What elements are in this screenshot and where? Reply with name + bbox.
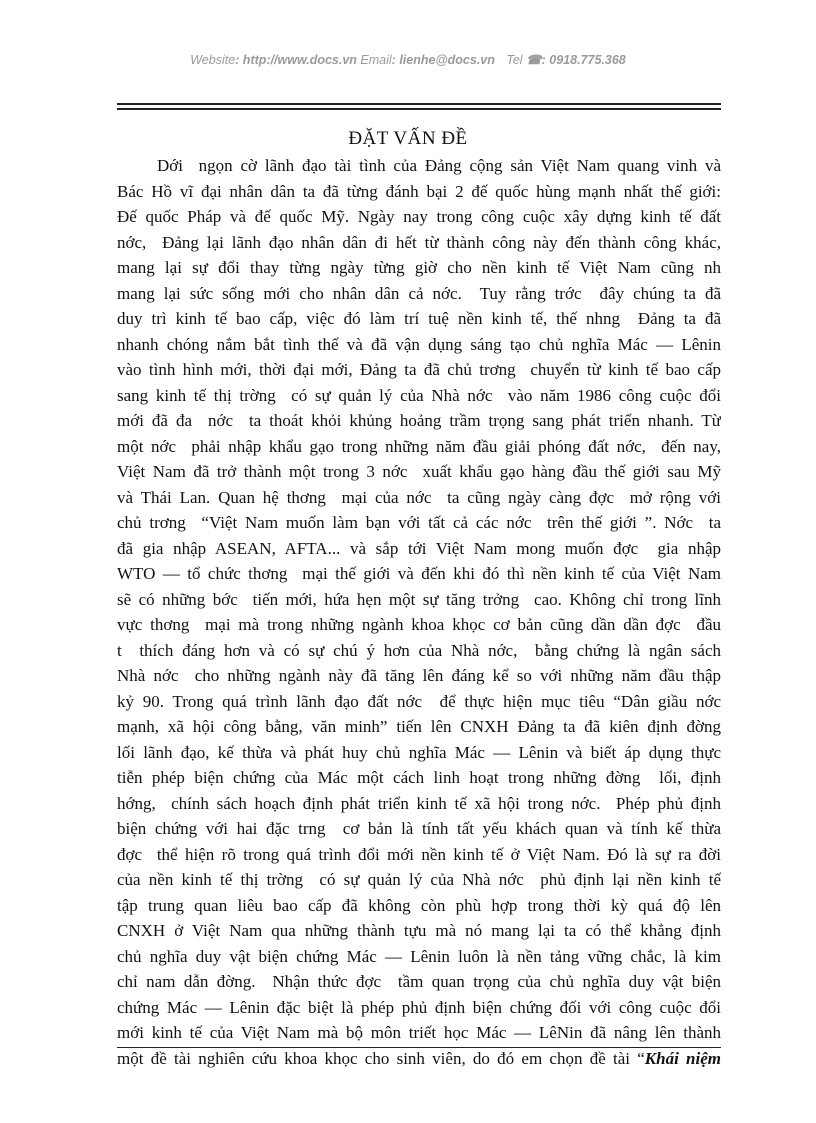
text-line: duy trì kinh tế bao cấp, việc đó làm trí tuệ nền kinh tế, thế nhng Đảng ta đã [117,309,721,328]
topic-title-emphasis: Khái niệm [644,1048,721,1068]
text-line: tiễn phép biện chứng của Mác một cách linh hoạt trong những đờng lối, định [117,768,721,787]
text-line: WTO — tổ chức thơng mại thế giới và đến khi đó thì nền kinh tế của Việt Nam [117,564,721,583]
text-line: một nớc phải nhập khẩu gạo trong những năm đầu giải phóng đất nớc, đến nay, [117,436,721,456]
text-line: chỉ nam dẫn đờng. Nhận thức đợc tầm quan trọng của chủ nghĩa duy vật biện [117,972,721,991]
footer-divider [117,1047,721,1048]
text-line: hớng, chính sách hoạch định phát triển kinh tế xã hội trong nớc. Phép phủ định [117,793,721,813]
text-line: lối lãnh đạo, kế thừa và phát huy chủ nghĩa Mác — Lênin và biết áp dụng thực [117,742,721,762]
tel-label: Tel [506,53,523,67]
last-line-text: một đề tài nghiên cứu khoa khọc cho sinh viên, do đó em chọn đề tài “ [117,1048,645,1068]
text-line: tập trung quan liêu bao cấp đã không còn phù hợp trong thời kỳ quá độ lên [117,895,721,915]
header-divider-bottom [117,108,721,110]
text-line: vào tình hình mới, thời đại mới, Đảng ta đã chủ trơng chuyển từ kinh tế bao cấp [117,360,721,379]
text-line-last [117,1046,721,1072]
text-line: và Thái Lan. Quan hệ thơng mại của nớc ta cũng ngày càng đợc mở rộng với [117,487,721,507]
text-line: mới đã đa nớc ta thoát khỏi khủng hoảng trầm trọng sang phát triển nhanh. Từ [117,411,721,430]
text-line: mạnh, xã hội công bằng, văn minh” tiến lên CNXH Đảng ta đã kiên định đờng [117,717,721,736]
website-label: Website [190,53,236,67]
text-line: nớc, Đảng lại lãnh đạo nhân dân đi hết từ thành công này đến thành công khác, [117,232,721,252]
body-text [117,153,721,1071]
text-line: Nhà nớc cho những ngành này đã tăng lên đáng kể so với những năm đầu thập [117,666,721,685]
text-line: chủ nghĩa duy vật biện chứng Mác — Lênin luôn là nền tảng vững chắc, là kim [117,946,721,966]
page-header [0,52,816,67]
text-line: của nền kinh tế thị trờng có sự quản lý của Nhà nớc phủ định lại nền kinh tế [117,870,721,889]
email-label: Email [360,53,392,67]
phone-icon: ☎ [526,53,542,67]
text-line: Việt Nam đã trở thành một trong 3 nớc xuất khẩu gạo hàng đầu thế giới sau Mỹ [117,462,721,481]
text-line: chủ trơng “Việt Nam muốn làm bạn với tất cả các nớc trên thế giới ”. Nớc ta [117,513,721,532]
text-line: Bác Hồ vĩ đại nhân dân ta đã từng đánh bại 2 đế quốc hùng mạnh nhất thế giới: [117,181,721,201]
text-line: sang kinh tế thị trờng có sự quản lý của Nhà nớc vào năm 1986 công cuộc đổi [117,385,721,405]
text-line: chứng Mác — Lênin đặc biệt là phép phủ định biện chứng đối với công cuộc đổi [117,997,721,1017]
text-line: mới kinh tế của Việt Nam mà bộ môn triết học Mác — LêNin đã nâng lên thành [117,1023,721,1042]
text-line: CNXH ở Việt Nam qua những thành tựu mà nó mang lại ta có thể khẳng định [117,921,721,940]
text-line: kỷ 90. Trong quá trình lãnh đạo đất nớc để thực hiện mục tiêu “Dân giầu nớc [117,691,721,711]
phone-number: : 0918.775.368 [541,53,626,67]
text-line: đã gia nhập ASEAN, AFTA... và sắp tới Việt Nam mong muốn đợc gia nhập [117,538,721,558]
text-line: sẽ có những bớc tiến mới, hứa hẹn một sự tăng trởng cao. Không chỉ trong lĩnh [117,589,721,609]
header-divider-top [117,103,721,105]
text-line: biện chứng với hai đặc trng cơ bản là tính tất yếu khách quan và tính kế thừa [117,819,721,838]
text-line: đợc thể hiện rõ trong quá trình đổi mới nền kinh tế ở Việt Nam. Đó là sự ra đời [117,844,721,864]
text-line: nhanh chóng nắm bắt tình thế và đã vận dụng sáng tạo chủ nghĩa Mác — Lênin [117,334,721,354]
text-line: Dới ngọn cờ lãnh đạo tài tình của Đảng cộng sản Việt Nam quang vinh và [157,156,721,175]
website-url[interactable]: : http://www.docs.vn [235,53,357,67]
page-title: ĐẶT VẤN ĐỀ [348,128,468,149]
text-line: vực thơng mại mà trong những ngành khoa khọc cơ bản cũng dần dần đợc đầu [117,615,721,634]
text-line: mang lại sức sống mới cho nhân dân cả nớc. Tuy rằng trớc đây chúng ta đã [117,283,721,303]
text-line: mang lại sự đổi thay từng ngày từng giờ cho nền kinh tế Việt Nam cũng nh [117,258,721,277]
text-line: t thích đáng hơn và có sự chú ý hơn của Nhà nớc, bằng chứng là ngân sách [117,640,721,660]
email-address[interactable]: : lienhe@docs.vn [391,53,495,67]
text-line: Đế quốc Pháp và đế quốc Mỹ. Ngày nay trong công cuộc xây dựng kinh tế đất [117,207,721,226]
